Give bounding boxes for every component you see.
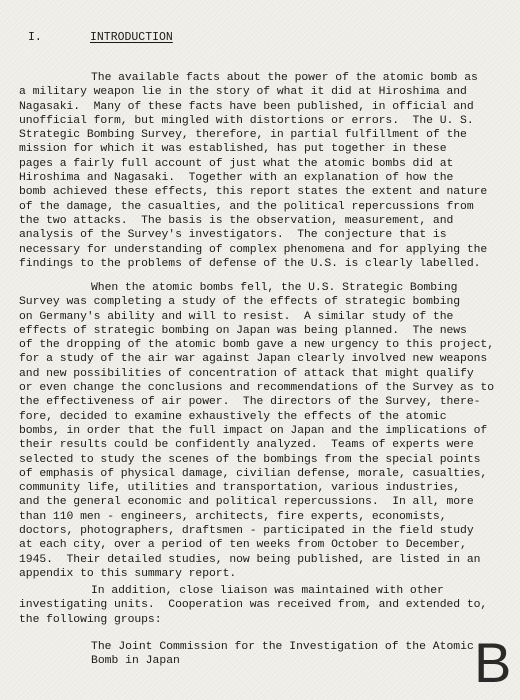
paragraph-line: 1945. Their detailed studies, now being published, are listed in an bbox=[19, 553, 481, 566]
paragraph-line: or even change the conclusions and recommendations of the Survey as to bbox=[19, 382, 494, 395]
paragraph-3 bbox=[19, 584, 509, 627]
paragraph-line: the following groups: bbox=[19, 613, 162, 626]
section-heading bbox=[28, 31, 173, 45]
paragraph-line: In addition, close liaison was maintained with other bbox=[91, 585, 444, 597]
paragraph-line: for a study of the air war against Japan clearly involved new weapons bbox=[19, 353, 488, 366]
paragraph-line: unofficial form, but mingled with distortions or errors. The U. S. bbox=[19, 114, 474, 127]
paragraph-line: community life, utilities and transportation, various industries, bbox=[19, 482, 461, 495]
paragraph-line: pages a fairly full account of just what the atomic bombs did at bbox=[19, 157, 454, 170]
page-letter-mark: B bbox=[474, 631, 512, 694]
paragraph-line: Strategic Bombing Survey, therefore, in partial fulfillment of the bbox=[19, 129, 467, 142]
paragraph-line: bombs, in order that the full impact on Japan and the implications of bbox=[19, 424, 488, 437]
paragraph-line: the two attacks. The basis is the observation, measurement, and bbox=[19, 214, 454, 227]
paragraph-line: necessary for understanding of complex phenomena and for applying the bbox=[19, 243, 488, 256]
paragraph-1 bbox=[19, 71, 509, 271]
paragraph-line: doctors, photographers, draftsmen - participated in the field study bbox=[19, 525, 474, 538]
paragraph-line: findings to the problems of defense of the U.S. is clearly labelled. bbox=[19, 257, 481, 270]
paragraph-line: When the atomic bombs fell, the U.S. Strategic Bombing bbox=[91, 282, 458, 294]
paragraph-line: and new possibilities of concentration of attack that might qualify bbox=[19, 367, 474, 380]
paragraph-line: analysis of the Survey's investigators. The conjecture that is bbox=[19, 229, 447, 242]
paragraph-line: of the dropping of the atomic bomb gave a new urgency to this project, bbox=[19, 339, 494, 352]
paragraph-line: the effectiveness of air power. The directors of the Survey, there- bbox=[19, 396, 481, 409]
paragraph-line: at each city, over a period of ten weeks from October to December, bbox=[19, 539, 467, 552]
paragraph-line: of the damage, the casualties, and the political repercussions from bbox=[19, 200, 474, 213]
group-list-item bbox=[91, 640, 486, 669]
paragraph-line: bomb achieved these effects, this report states the extent and nature bbox=[19, 186, 488, 199]
paragraph-line: appendix to this summary report. bbox=[19, 567, 237, 580]
paragraph-line: selected to study the scenes of the bombings from the special points bbox=[19, 453, 481, 466]
paragraph-line: on Germany's ability and will to resist. A similar study of the bbox=[19, 310, 454, 323]
group-line: Bomb in Japan bbox=[91, 655, 180, 668]
paragraph-line: Nagasaki. Many of these facts have been published, in official and bbox=[19, 100, 474, 113]
paragraph-line: mission for which it was established, has put together in these bbox=[19, 143, 447, 156]
paragraph-line: investigating units. Cooperation was received from, and extended to, bbox=[19, 599, 488, 612]
group-line: The Joint Commission for the Investigation of the Atomic bbox=[91, 641, 474, 653]
paragraph-line: than 110 men - engineers, architects, fire experts, economists, bbox=[19, 510, 447, 523]
paragraph-line: of emphasis of physical damage, civilian defense, morale, casualties, bbox=[19, 467, 488, 480]
paragraph-line: The available facts about the power of the atomic bomb as bbox=[91, 72, 478, 84]
paragraph-line: Hiroshima and Nagasaki. Together with an explanation of how the bbox=[19, 172, 454, 185]
paragraph-line: a military weapon lie in the story of what it did at Hiroshima and bbox=[19, 86, 467, 99]
paragraph-line: effects of strategic bombing on Japan was being planned. The news bbox=[19, 324, 467, 337]
paragraph-line: and the general economic and political repercussions. In all, more bbox=[19, 496, 474, 509]
section-title: INTRODUCTION bbox=[90, 31, 173, 44]
paragraph-line: their results could be confidently analyzed. Teams of experts were bbox=[19, 439, 474, 452]
paragraph-2 bbox=[19, 281, 509, 581]
paragraph-line: fore, decided to examine exhaustively the effects of the atomic bbox=[19, 410, 447, 423]
paragraph-line: Survey was completing a study of the effects of strategic bombing bbox=[19, 296, 461, 309]
section-number: I. bbox=[28, 31, 42, 44]
